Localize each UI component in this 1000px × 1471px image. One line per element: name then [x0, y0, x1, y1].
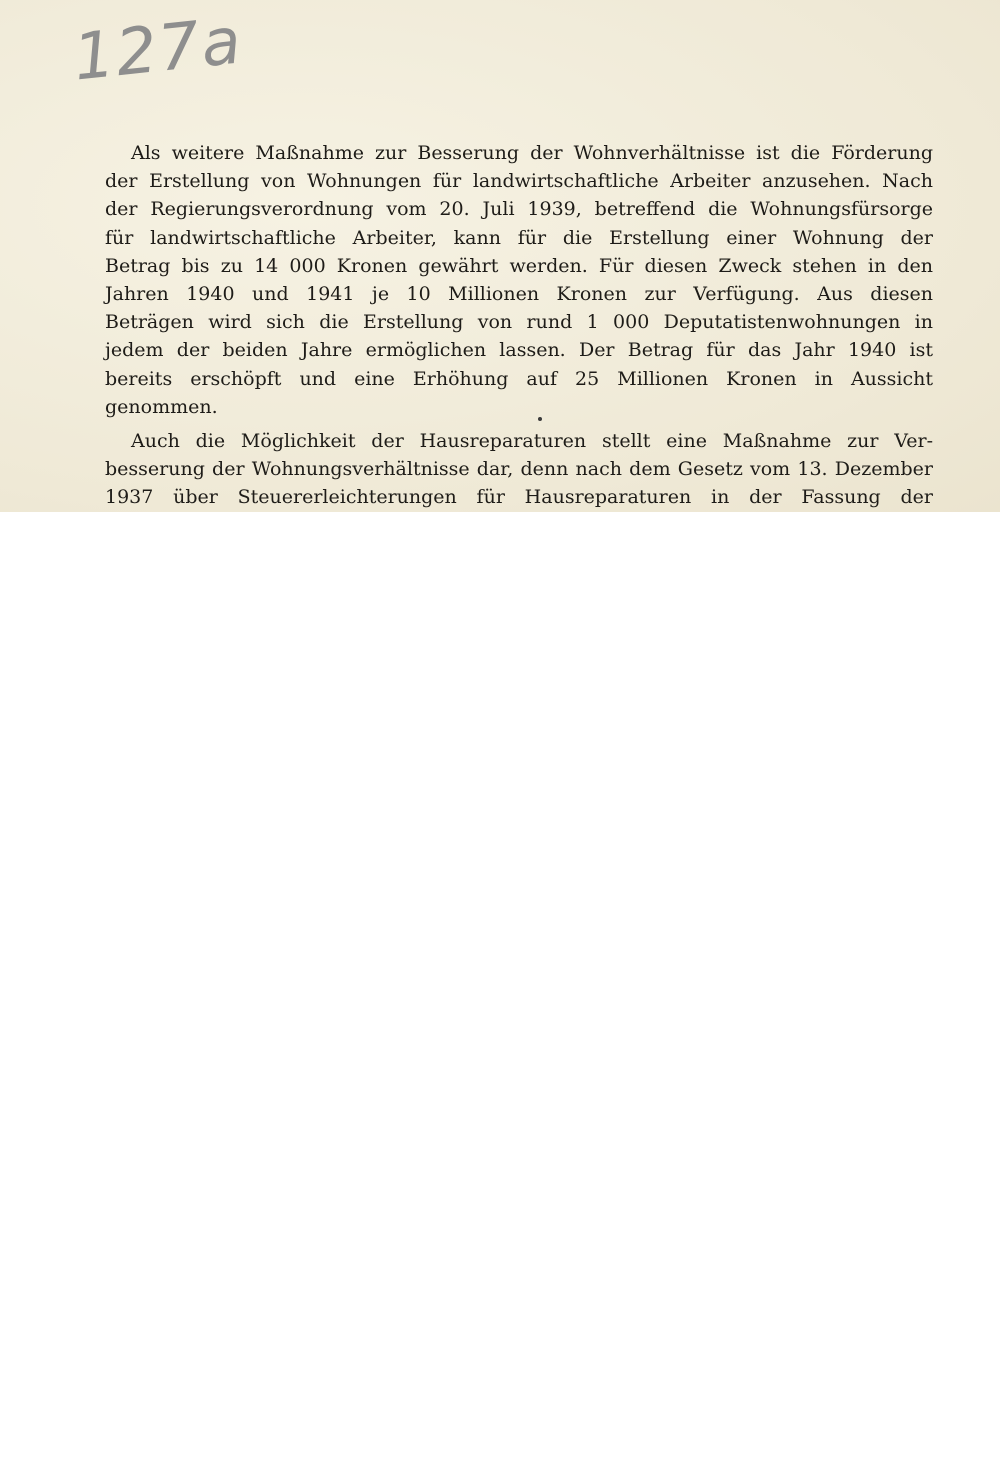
text-line: 1937 über Steuererleichterungen für Hausreparaturen in der Fassung der [105, 486, 933, 509]
text-line: Jahren 1940 und 1941 je 10 Millionen Kronen zur Verfügung. Aus diesen [105, 282, 933, 305]
text-line: besserung der Wohnungsverhältnisse dar, denn nach dem Gesetz vom 13. Dezember [105, 458, 933, 481]
text-line: Als weitere Maßnahme zur Besserung der Wohnverhältnisse ist die Förderung [131, 142, 933, 164]
text-line: genommen. [105, 395, 218, 418]
text-line: Betrag bis zu 14 000 Kronen gewährt werden. Für diesen Zweck stehen in den [105, 254, 933, 277]
text-line: jedem der beiden Jahre ermöglichen lassen. Der Betrag für das Jahr 1940 ist [105, 339, 933, 362]
text-line: bereits erschöpft und eine Erhöhung auf 25 Millionen Kronen in Aussicht [105, 367, 933, 390]
paragraph-1 [105, 139, 933, 421]
text-line: Beträgen wird sich die Erstellung von rund 1 000 Deputatistenwohnungen in [105, 311, 933, 334]
scanned-page [0, 0, 1000, 512]
text-line: der Regierungsverordnung vom 20. Juli 1939, betreffend die Wohnungsfürsorge [105, 198, 933, 221]
text-line: für landwirtschaftliche Arbeiter, kann für die Erstellung einer Wohnung der [105, 226, 933, 249]
handwritten-page-number: 127a [70, 4, 247, 96]
body-text [105, 139, 933, 511]
text-line: Auch die Möglichkeit der Hausreparaturen stellt eine Maßnahme zur Ver- [131, 429, 933, 452]
paragraph-2 [105, 427, 933, 512]
text-line: der Erstellung von Wohnungen für landwirtschaftliche Arbeiter anzusehen. Nach [105, 170, 933, 193]
